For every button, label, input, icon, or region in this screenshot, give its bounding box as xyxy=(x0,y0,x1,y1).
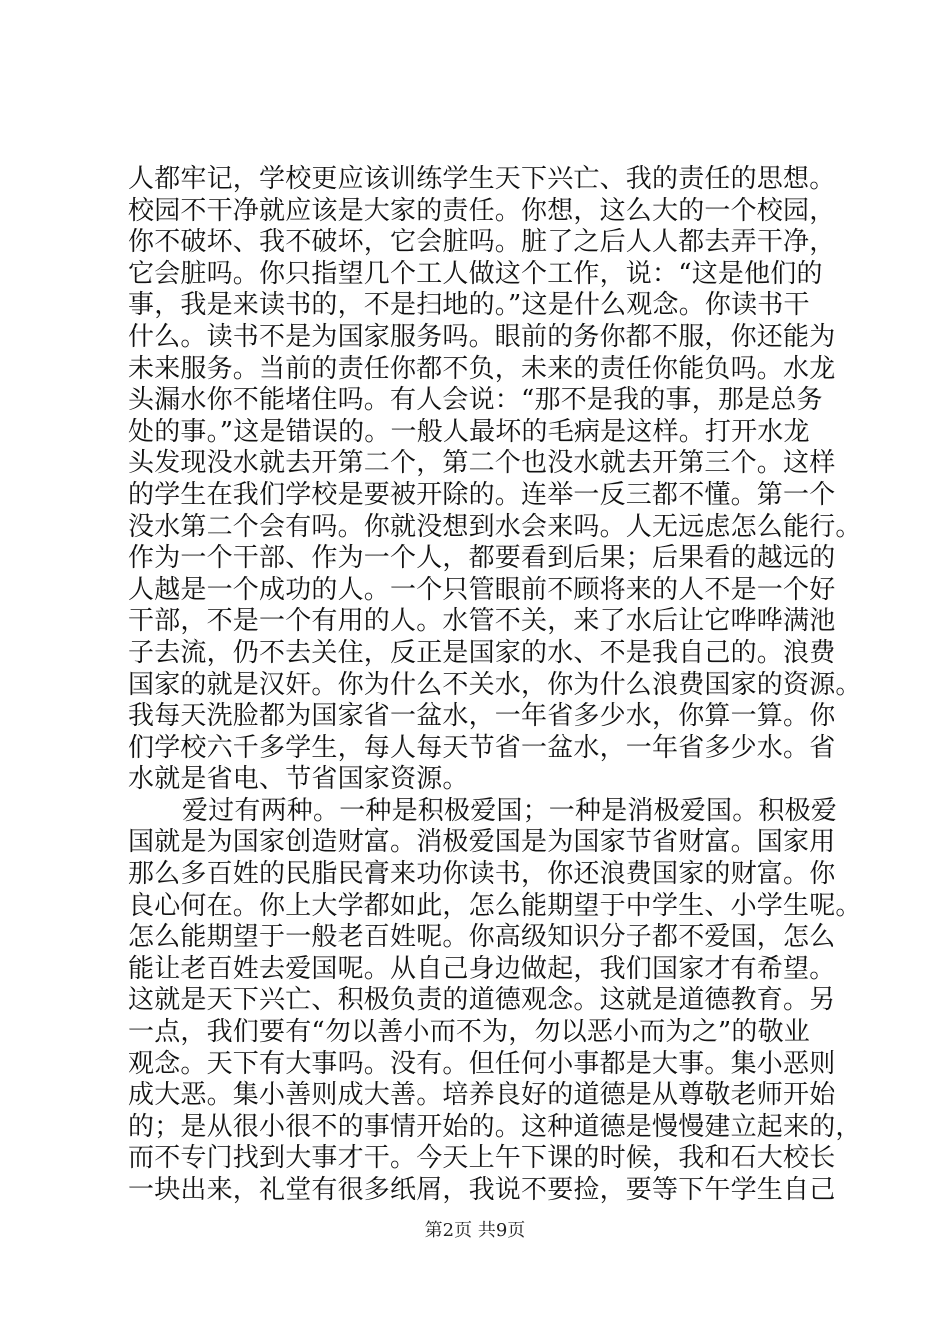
text-line: 什么。读书不是为国家服务吗。眼前的务你都不服，你还能为 xyxy=(128,321,836,352)
text-line: 的；是从很小很不的事情开始的。这种道德是慢慢建立起来的， xyxy=(128,1111,862,1142)
text-line: 观念。天下有大事吗。没有。但任何小事都是大事。集小恶则 xyxy=(128,1048,836,1079)
text-line: 成大恶。集小善则成大善。培养良好的道德是从尊敬老师开始 xyxy=(128,1080,836,1111)
text-line: 人越是一个成功的人。一个只管眼前不顾将来的人不是一个好 xyxy=(128,574,836,605)
text-line: 良心何在。你上大学都如此，怎么能期望于中学生、小学生呢。 xyxy=(128,890,862,921)
text-line: 人都牢记，学校更应该训练学生天下兴亡、我的责任的思想。 xyxy=(128,164,836,194)
text-line: 头发现没水就去开第二个，第二个也没水就去开第三个。这样 xyxy=(128,448,836,479)
text-line: 我每天洗脸都为国家省一盆水，一年省多少水，你算一算。你 xyxy=(128,701,836,732)
text-line: 你不破坏、我不破坏，它会脏吗。脏了之后人人都去弄干净， xyxy=(128,227,836,258)
text-line: 事，我是来读书的，不是扫地的。”这是什么观念。你读书干 xyxy=(128,290,810,321)
text-line: 子去流，仍不去关住，反正是国家的水、不是我自己的。浪费 xyxy=(128,637,836,668)
text-line: 这就是天下兴亡、积极负责的道德观念。这就是道德教育。另 xyxy=(128,985,836,1016)
text-line: 一块出来，礼堂有很多纸屑，我说不要捡，要等下午学生自己 xyxy=(128,1175,836,1205)
text-line: 一点，我们要有“勿以善小而不为，勿以恶小而为之”的敬业 xyxy=(128,1017,810,1048)
text-line: 们学校六千多学生，每人每天节省一盆水，一年省多少水。省 xyxy=(128,732,836,763)
text-line: 没水第二个会有吗。你就没想到水会来吗。人无远虑怎么能行。 xyxy=(128,511,862,542)
text-line: 它会脏吗。你只指望几个工人做这个工作，说：“这是他们的 xyxy=(128,258,823,289)
text-line: 那么多百姓的民脂民膏来功你读书，你还浪费国家的财富。你 xyxy=(128,859,836,890)
text-line: 的学生在我们学校是要被开除的。连举一反三都不懂。第一个 xyxy=(128,479,836,510)
text-line: 国家的就是汉奸。你为什么不关水，你为什么浪费国家的资源。 xyxy=(128,669,862,700)
text-line: 头漏水你不能堵住吗。有人会说：“那不是我的事，那是总务 xyxy=(128,385,823,416)
text-line: 处的事。”这是错误的。一般人最坏的毛病是这样。打开水龙 xyxy=(128,416,810,447)
text-line: 作为一个干部、作为一个人，都要看到后果；后果看的越远的 xyxy=(128,543,836,574)
paragraph-first-line: 爱过有两种。一种是积极爱国；一种是消极爱国。积极爱 xyxy=(182,795,838,826)
text-line: 国就是为国家创造财富。消极爱国是为国家节省财富。国家用 xyxy=(128,827,836,858)
text-line: 水就是省电、节省国家资源。 xyxy=(128,764,469,795)
text-line: 而不专门找到大事才干。今天上午下课的时候，我和石大校长 xyxy=(128,1143,836,1174)
text-line: 干部，不是一个有用的人。水管不关，来了水后让它哗哗满池 xyxy=(128,606,836,637)
text-line: 能让老百姓去爱国呢。从自己身边做起，我们国家才有希望。 xyxy=(128,953,836,984)
text-line: 未来服务。当前的责任你都不负，未来的责任你能负吗。水龙 xyxy=(128,353,836,384)
text-line: 校园不干净就应该是大家的责任。你想，这么大的一个校园， xyxy=(128,195,836,226)
text-line: 怎么能期望于一般老百姓呢。你高级知识分子都不爱国，怎么 xyxy=(128,922,836,953)
body-text xyxy=(128,164,862,1207)
page-number-footer: 第2页 共9页 xyxy=(424,1220,526,1241)
